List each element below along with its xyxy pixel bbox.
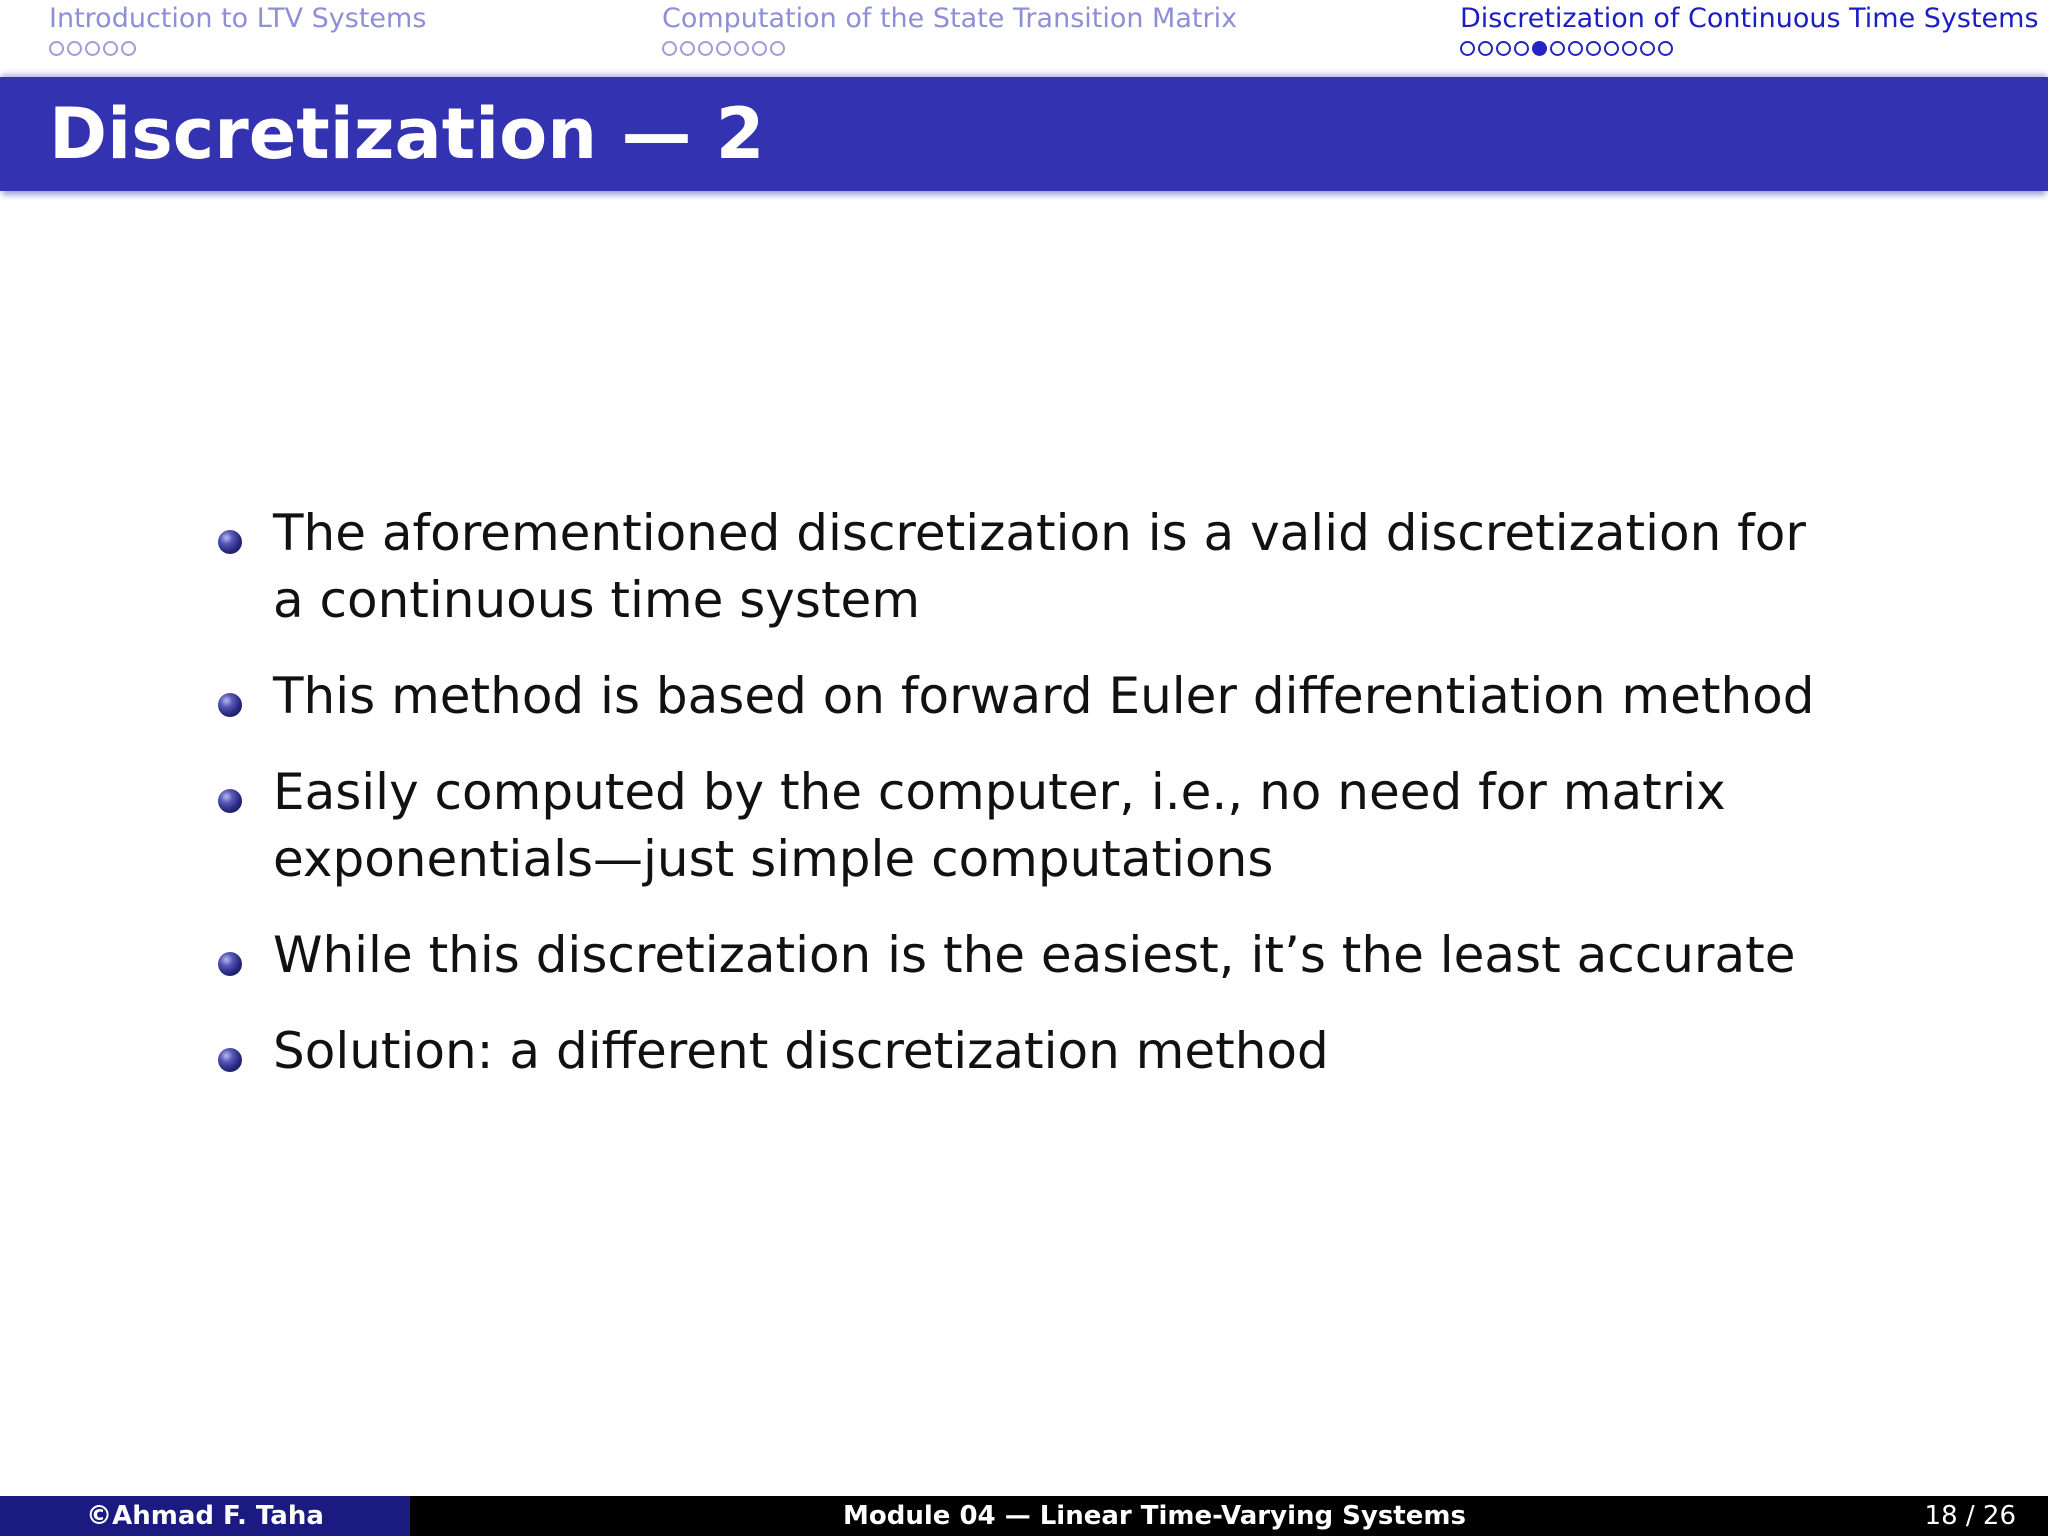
- bullet-text: While this discretization is the easiest, it’s the least accurate: [273, 926, 1796, 984]
- bullet-ball-icon: [218, 789, 242, 813]
- frame-title-bar: [0, 77, 2048, 191]
- footer-author: ©Ahmad F. Taha: [0, 1496, 410, 1536]
- frame-dot-icon[interactable]: [770, 41, 785, 56]
- frame-dot-icon[interactable]: [1604, 41, 1619, 56]
- bullet-ball-icon: [218, 530, 242, 554]
- bullet-item: [218, 663, 1818, 730]
- bullet-item: [218, 500, 1818, 634]
- section-navigation: [0, 0, 2048, 72]
- bullet-list: [218, 500, 1818, 1114]
- footline: [0, 1496, 2048, 1536]
- footer-info: [410, 1496, 2048, 1536]
- nav-section-intro: [49, 0, 426, 56]
- frame-dots: [662, 41, 1237, 56]
- frame-dot-icon[interactable]: [1658, 41, 1673, 56]
- nav-section-title[interactable]: Computation of the State Transition Matrix: [662, 3, 1238, 34]
- bullet-ball-icon: [218, 693, 242, 717]
- frame-dot-icon[interactable]: [1460, 41, 1475, 56]
- frame-dot-icon[interactable]: [1496, 41, 1511, 56]
- bullet-item: [218, 1018, 1818, 1085]
- bullet-text: The aforementioned discretization is a valid discretization for a continuous time system: [273, 504, 1806, 629]
- frame-dot-icon[interactable]: [752, 41, 767, 56]
- bullet-ball-icon: [218, 1048, 242, 1072]
- bullet-item: [218, 922, 1818, 989]
- bullet-item: [218, 759, 1818, 893]
- frame-dot-icon[interactable]: [698, 41, 713, 56]
- nav-section-title[interactable]: Discretization of Continuous Time Systems: [1460, 3, 2039, 34]
- bullet-ball-icon: [218, 952, 242, 976]
- footer-page-number: 18 / 26: [1924, 1501, 2016, 1531]
- frame-dot-icon[interactable]: [662, 41, 677, 56]
- bullet-text: Solution: a different discretization method: [273, 1022, 1329, 1080]
- frame-dot-icon[interactable]: [1514, 41, 1529, 56]
- frame-dot-icon[interactable]: [680, 41, 695, 56]
- frame-dot-icon[interactable]: [67, 41, 82, 56]
- current-frame-dot-icon[interactable]: [1532, 41, 1547, 56]
- frame-dots: [1460, 41, 2039, 56]
- frame-dot-icon[interactable]: [1568, 41, 1583, 56]
- nav-section-discretization: [1460, 0, 2039, 56]
- frame-dot-icon[interactable]: [49, 41, 64, 56]
- frame-dot-icon[interactable]: [1550, 41, 1565, 56]
- frame-dot-icon[interactable]: [103, 41, 118, 56]
- frame-dot-icon[interactable]: [716, 41, 731, 56]
- nav-section-title[interactable]: Introduction to LTV Systems: [49, 3, 427, 34]
- frame-dot-icon[interactable]: [1640, 41, 1655, 56]
- frame-dots: [49, 41, 426, 56]
- frame-dot-icon[interactable]: [85, 41, 100, 56]
- frame-dot-icon[interactable]: [1586, 41, 1601, 56]
- footer-module-title: Module 04 — Linear Time-Varying Systems: [843, 1501, 1466, 1531]
- frame-dot-icon[interactable]: [734, 41, 749, 56]
- bullet-text: Easily computed by the computer, i.e., no need for matrix exponentials—just simple computations: [273, 763, 1726, 888]
- frame-dot-icon[interactable]: [1622, 41, 1637, 56]
- frame-dot-icon[interactable]: [121, 41, 136, 56]
- bullet-text: This method is based on forward Euler differentiation method: [273, 667, 1815, 725]
- frame-dot-icon[interactable]: [1478, 41, 1493, 56]
- nav-section-stm: [662, 0, 1237, 56]
- slide-title: Discretization — 2: [49, 93, 765, 175]
